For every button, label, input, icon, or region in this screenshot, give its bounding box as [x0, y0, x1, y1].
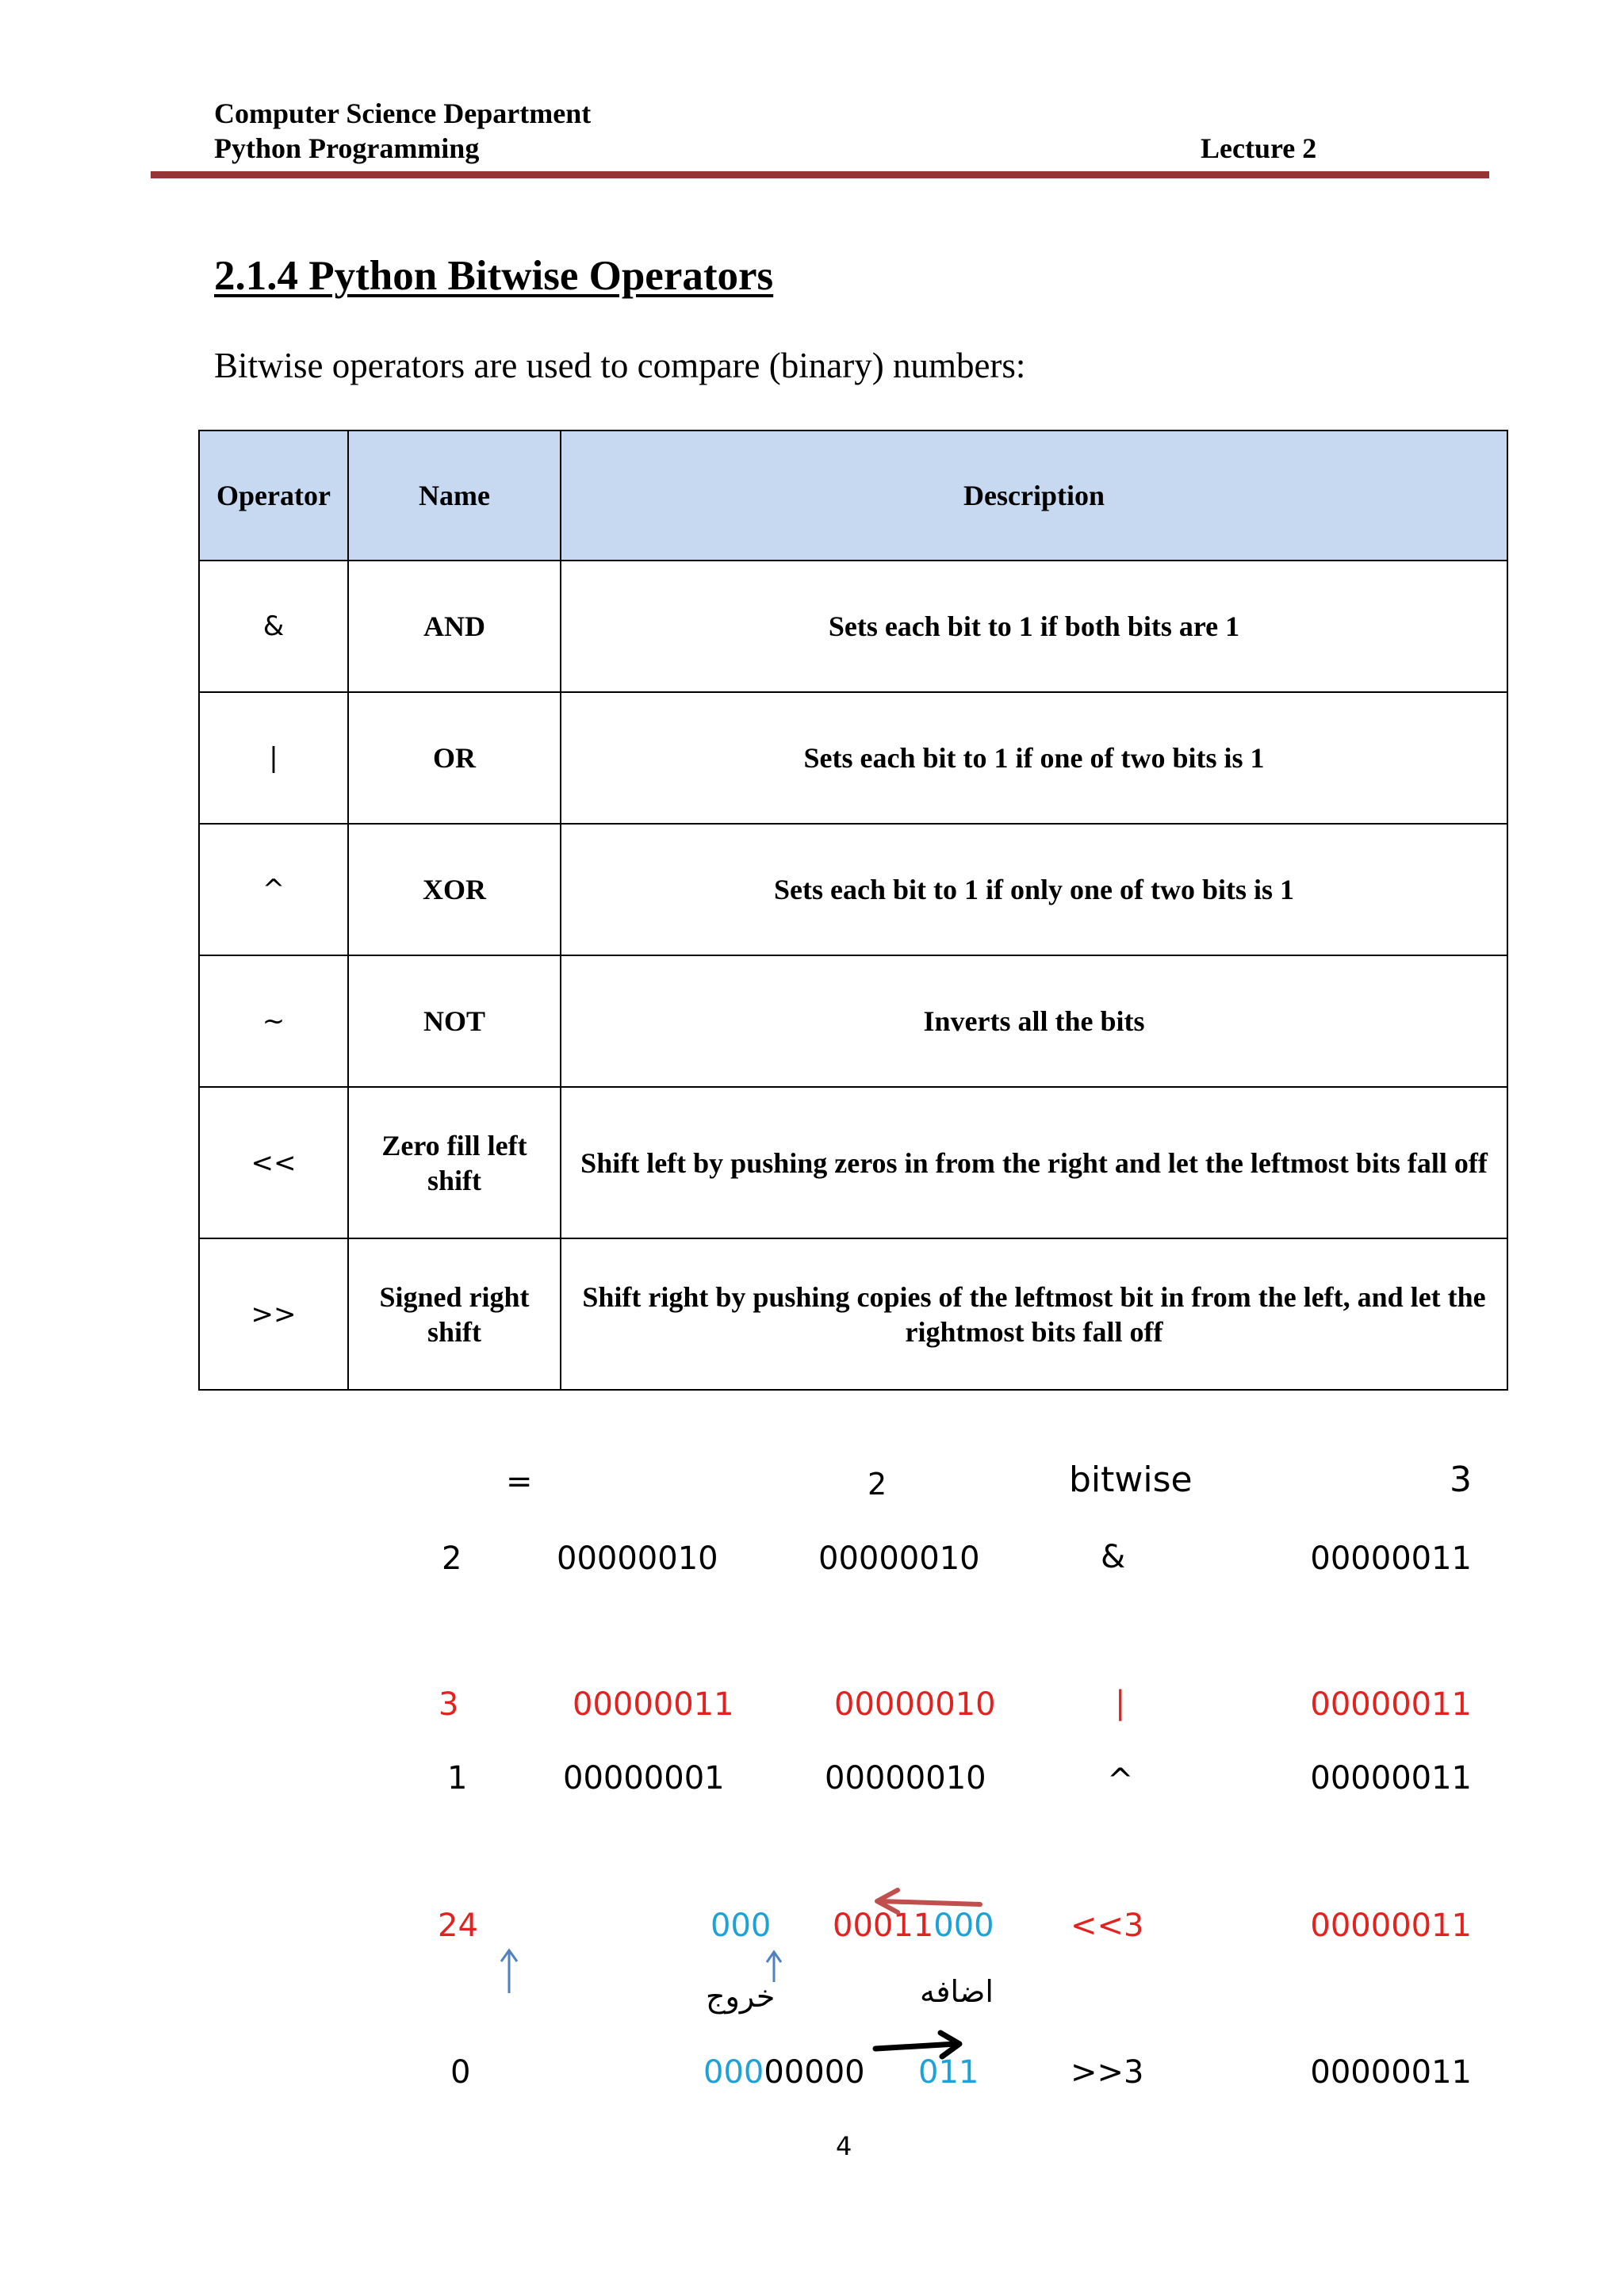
- and-operand: 00000010: [818, 1540, 980, 1577]
- and-result: 2: [442, 1540, 462, 1577]
- header-description: Description: [561, 430, 1507, 561]
- header-operator: Operator: [199, 430, 348, 561]
- lshift-shifted-bits: 00011: [833, 1908, 934, 1944]
- operator-cell: ~: [199, 955, 348, 1087]
- name-cell: NOT: [348, 955, 561, 1087]
- operator-cell: >>: [199, 1238, 348, 1390]
- xor-value: 00000011: [1310, 1760, 1472, 1797]
- rshift-added-bits: 000: [703, 2054, 764, 2091]
- description-cell: Sets each bit to 1 if one of two bits is 1: [561, 692, 1507, 824]
- description-cell: Shift left by pushing zeros in from the right and let the leftmost bits fall off: [561, 1087, 1507, 1238]
- section-title: 2.1.4 Python Bitwise Operators: [214, 253, 774, 299]
- example-heading-bitwise: bitwise: [1069, 1460, 1193, 1500]
- rshift-operator: >>3: [1071, 2054, 1144, 2091]
- black-right-arrow-icon: [875, 2033, 959, 2057]
- example-heading-equals: =: [506, 1464, 533, 1500]
- lshift-result: 24: [438, 1908, 478, 1944]
- name-cell: OR: [348, 692, 561, 824]
- operator-cell: ^: [199, 824, 348, 955]
- operator-cell: |: [199, 692, 348, 824]
- description-cell: Shift right by pushing copies of the leftmost bit in from the left, and let the rightmost bits fall off: [561, 1238, 1507, 1390]
- blue-up-arrow-icon: [501, 1950, 517, 1993]
- lecture-label: Lecture 2: [1201, 132, 1317, 164]
- and-result-binary: 00000010: [557, 1540, 718, 1577]
- lshift-dropped-bits: 000: [710, 1908, 772, 1944]
- or-value: 00000011: [1310, 1686, 1472, 1723]
- page-number: 4: [836, 2131, 852, 2161]
- label-exit: خروج: [706, 1979, 776, 2014]
- intro-text: Bitwise operators are used to compare (binary) numbers:: [214, 346, 1026, 385]
- description-cell: Sets each bit to 1 if both bits are 1: [561, 561, 1507, 692]
- description-cell: Inverts all the bits: [561, 955, 1507, 1087]
- xor-operand: 00000010: [825, 1760, 986, 1797]
- name-cell: Zero fill left shift: [348, 1087, 561, 1238]
- xor-result: 1: [447, 1760, 468, 1797]
- name-cell: AND: [348, 561, 561, 692]
- or-result-binary: 00000011: [573, 1686, 734, 1723]
- course-label: Python Programming: [214, 132, 480, 164]
- department-label: Computer Science Department: [214, 98, 592, 129]
- rshift-kept-bits: 00000: [764, 2054, 865, 2091]
- or-operand: 00000010: [834, 1686, 996, 1723]
- header-name: Name: [348, 430, 561, 561]
- name-cell: XOR: [348, 824, 561, 955]
- rshift-dropped-bits: 011: [918, 2054, 979, 2091]
- blue-up-arrow-icon: [767, 1952, 781, 1982]
- label-add: اضافه: [920, 1974, 994, 2009]
- xor-operator: ^: [1107, 1762, 1134, 1799]
- or-result: 3: [439, 1686, 459, 1723]
- example-heading-two: 2: [868, 1467, 887, 1502]
- name-cell: Signed right shift: [348, 1238, 561, 1390]
- description-cell: Sets each bit to 1 if only one of two bits is 1: [561, 824, 1507, 955]
- and-operator: &: [1101, 1539, 1126, 1575]
- red-left-arrow-icon: [877, 1890, 980, 1912]
- example-heading-three: 3: [1450, 1460, 1472, 1500]
- or-operator: |: [1115, 1685, 1126, 1721]
- and-value: 00000011: [1310, 1540, 1472, 1577]
- lshift-value: 00000011: [1310, 1908, 1472, 1944]
- xor-result-binary: 00000001: [563, 1760, 725, 1797]
- lshift-added-zeros: 000: [933, 1908, 994, 1944]
- rshift-value: 00000011: [1310, 2054, 1472, 2091]
- rshift-result: 0: [450, 2054, 471, 2091]
- operator-cell: <<: [199, 1087, 348, 1238]
- operator-cell: &: [199, 561, 348, 692]
- lshift-operator: <<3: [1071, 1908, 1144, 1944]
